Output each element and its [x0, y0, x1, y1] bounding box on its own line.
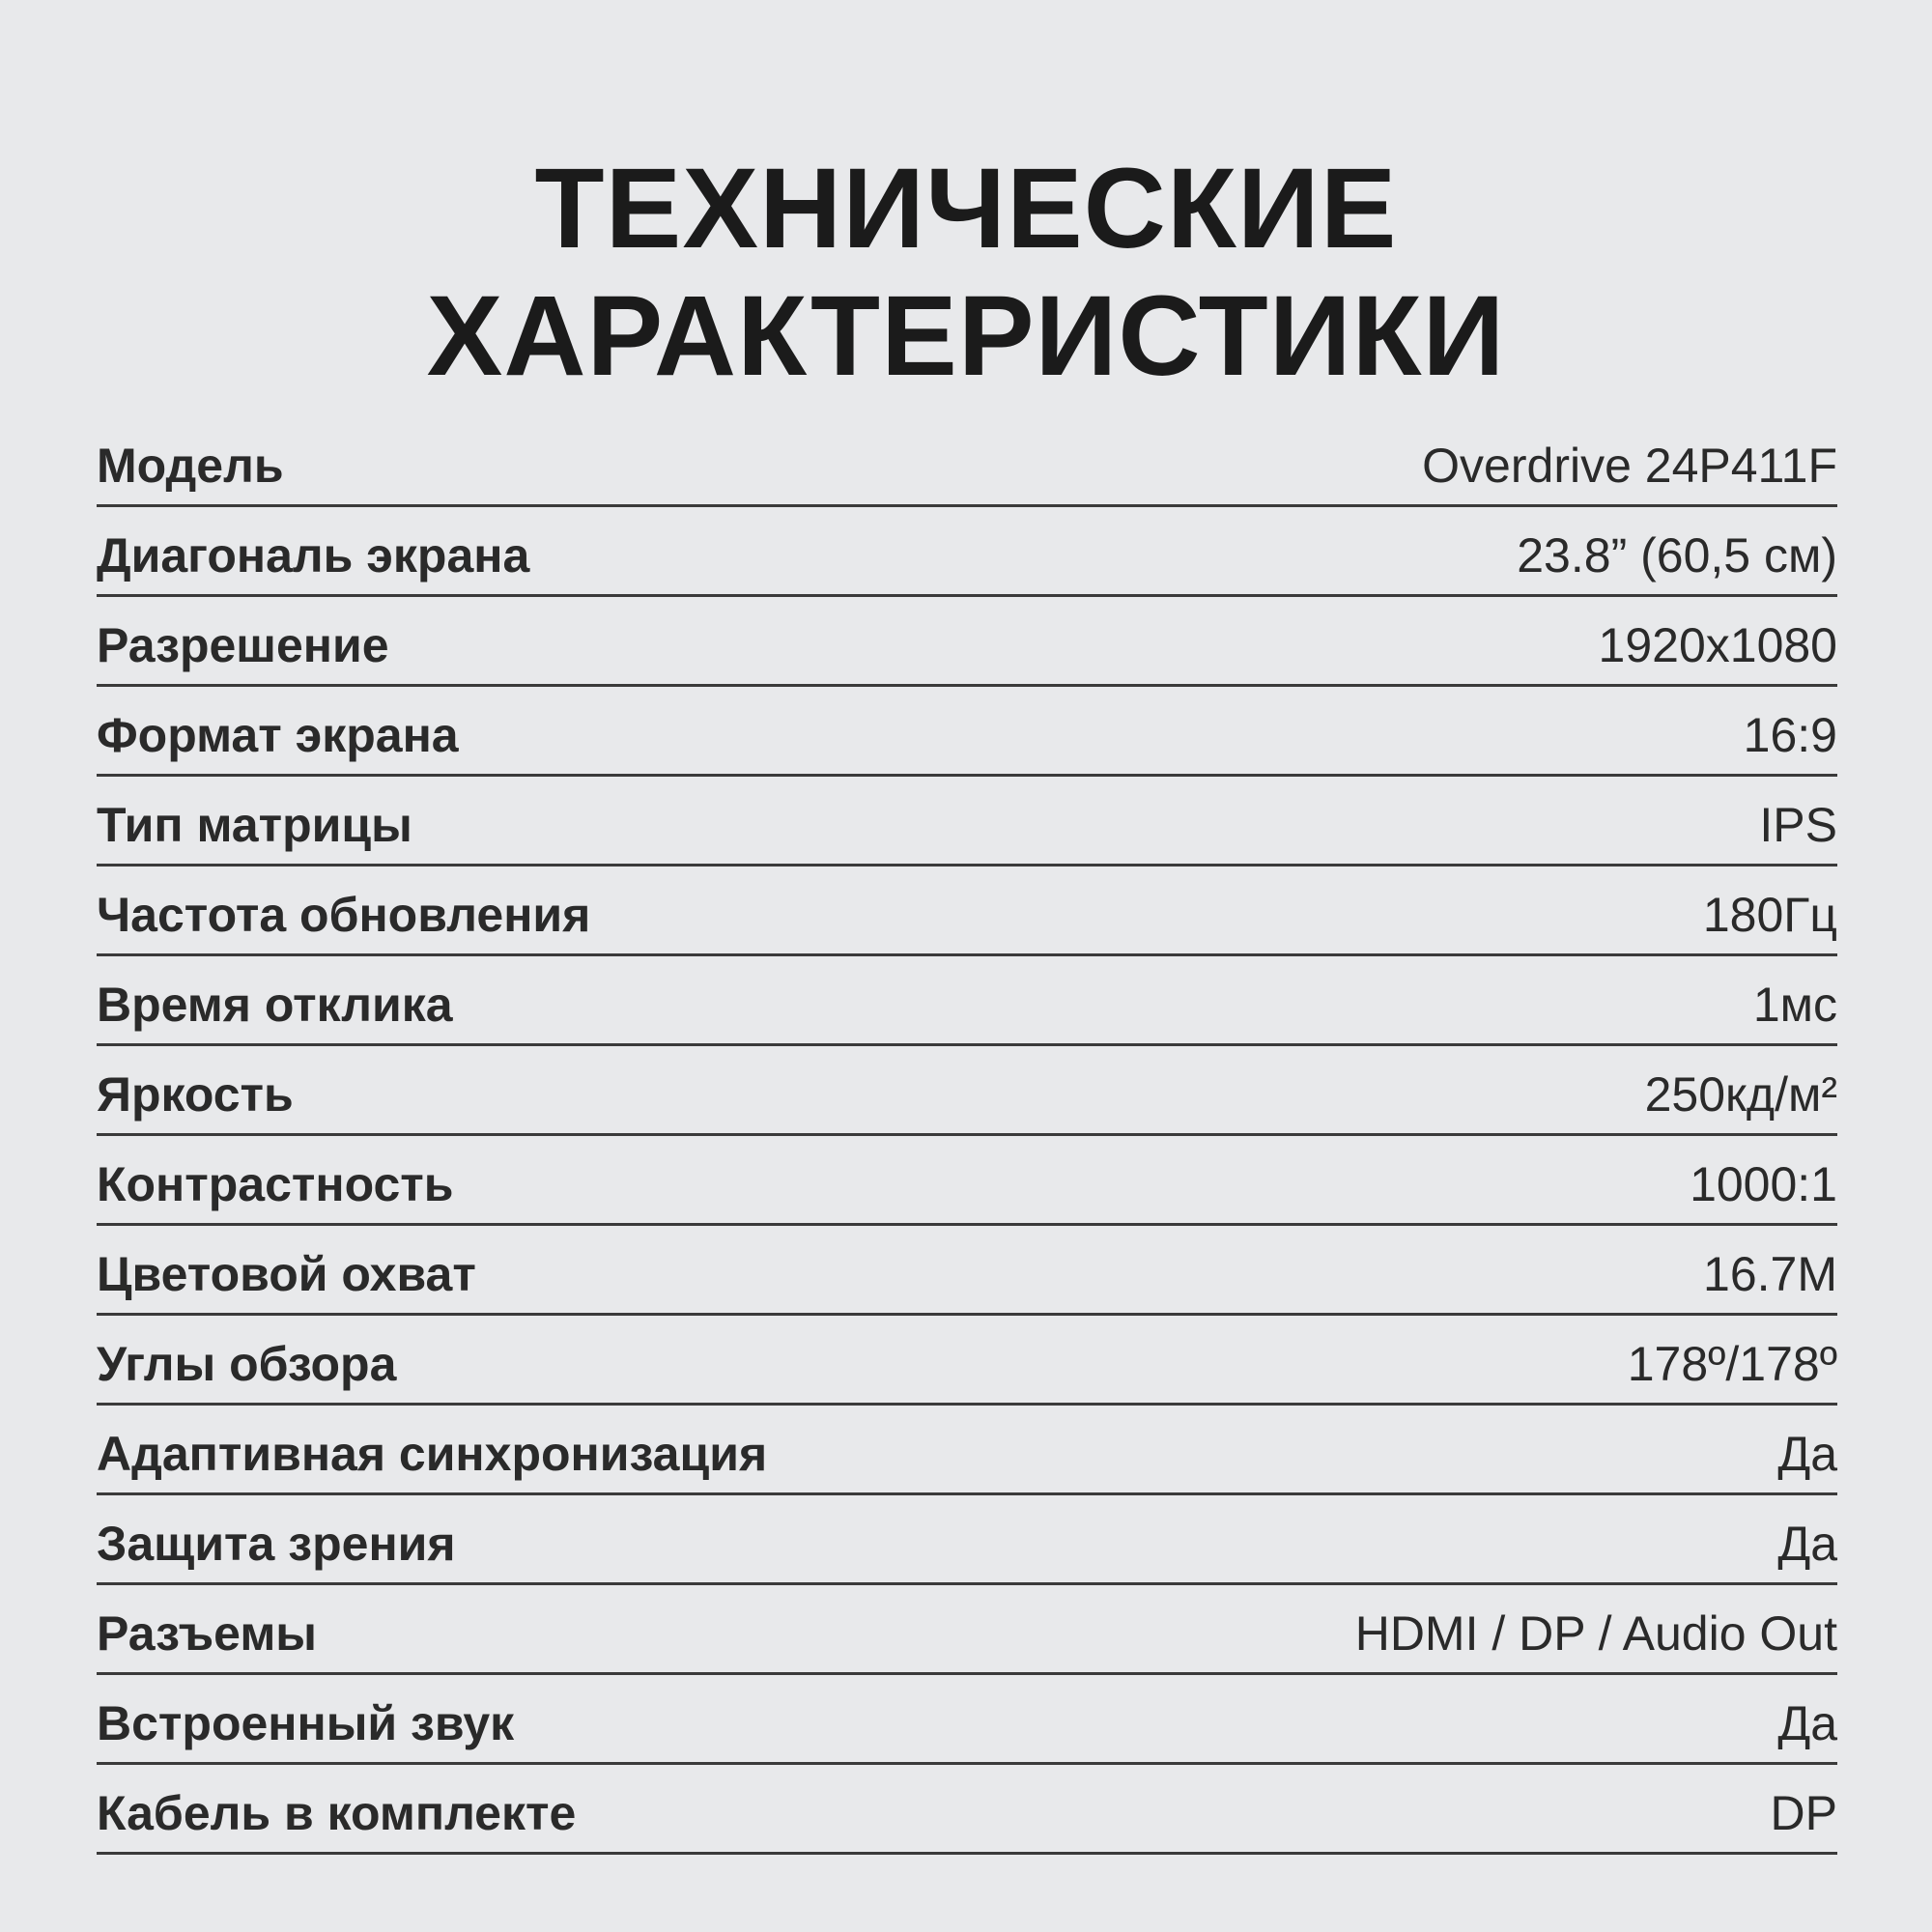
spec-label: Кабель в комплекте: [97, 1786, 577, 1840]
spec-row-color-gamut: [97, 1226, 1837, 1316]
spec-label: Разъемы: [97, 1606, 318, 1661]
spec-value: Да: [1777, 1517, 1837, 1571]
spec-row-eye-protection: [97, 1495, 1837, 1585]
spec-value: 180Гц: [1702, 888, 1837, 942]
spec-label: Контрастность: [97, 1157, 454, 1211]
spec-value: HDMI / DP / Audio Out: [1354, 1606, 1837, 1661]
spec-row-ports: [97, 1585, 1837, 1675]
spec-label: Углы обзора: [97, 1337, 397, 1391]
spec-row-contrast: [97, 1136, 1837, 1226]
spec-label: Встроенный звук: [97, 1696, 515, 1750]
spec-label: Разрешение: [97, 618, 389, 672]
spec-row-adaptive-sync: [97, 1406, 1837, 1495]
page-title-line-2: ХАРАКТЕРИСТИКИ: [426, 272, 1506, 400]
spec-row-matrix-type: [97, 777, 1837, 867]
spec-row-included-cable: [97, 1765, 1837, 1855]
spec-value: 23.8” (60,5 см): [1517, 528, 1837, 582]
spec-label: Защита зрения: [97, 1517, 456, 1571]
spec-value: 16.7М: [1703, 1247, 1837, 1301]
spec-label: Яркость: [97, 1067, 294, 1122]
spec-row-diagonal: [97, 507, 1837, 597]
spec-value: DP: [1770, 1786, 1837, 1840]
spec-value: 16:9: [1743, 708, 1837, 762]
spec-label: Формат экрана: [97, 708, 459, 762]
spec-row-response-time: [97, 956, 1837, 1046]
spec-value: 1мс: [1752, 978, 1837, 1032]
page-title: [0, 145, 1932, 400]
spec-row-refresh-rate: [97, 867, 1837, 956]
spec-value: Да: [1777, 1427, 1837, 1481]
spec-value: Overdrive 24P411F: [1422, 439, 1837, 493]
spec-row-model: [97, 417, 1837, 507]
spec-row-brightness: [97, 1046, 1837, 1136]
spec-row-built-in-audio: [97, 1675, 1837, 1765]
spec-row-aspect-ratio: [97, 687, 1837, 777]
spec-label: Цветовой охват: [97, 1247, 476, 1301]
spec-label: Адаптивная синхронизация: [97, 1427, 768, 1481]
spec-label: Тип матрицы: [97, 798, 412, 852]
spec-label: Время отклика: [97, 978, 453, 1032]
spec-row-resolution: [97, 597, 1837, 687]
spec-label: Частота обновления: [97, 888, 591, 942]
spec-value: IPS: [1759, 798, 1837, 852]
spec-table: [97, 417, 1837, 1855]
spec-value: 250кд/м²: [1644, 1067, 1837, 1122]
spec-label: Модель: [97, 439, 284, 493]
page-title-line-1: ТЕХНИЧЕСКИЕ: [534, 145, 1398, 272]
spec-value: 1000:1: [1690, 1157, 1837, 1211]
spec-value: Да: [1777, 1696, 1837, 1750]
spec-label: Диагональ экрана: [97, 528, 530, 582]
spec-value: 178º/178º: [1627, 1337, 1837, 1391]
spec-row-viewing-angles: [97, 1316, 1837, 1406]
spec-value: 1920х1080: [1598, 618, 1837, 672]
